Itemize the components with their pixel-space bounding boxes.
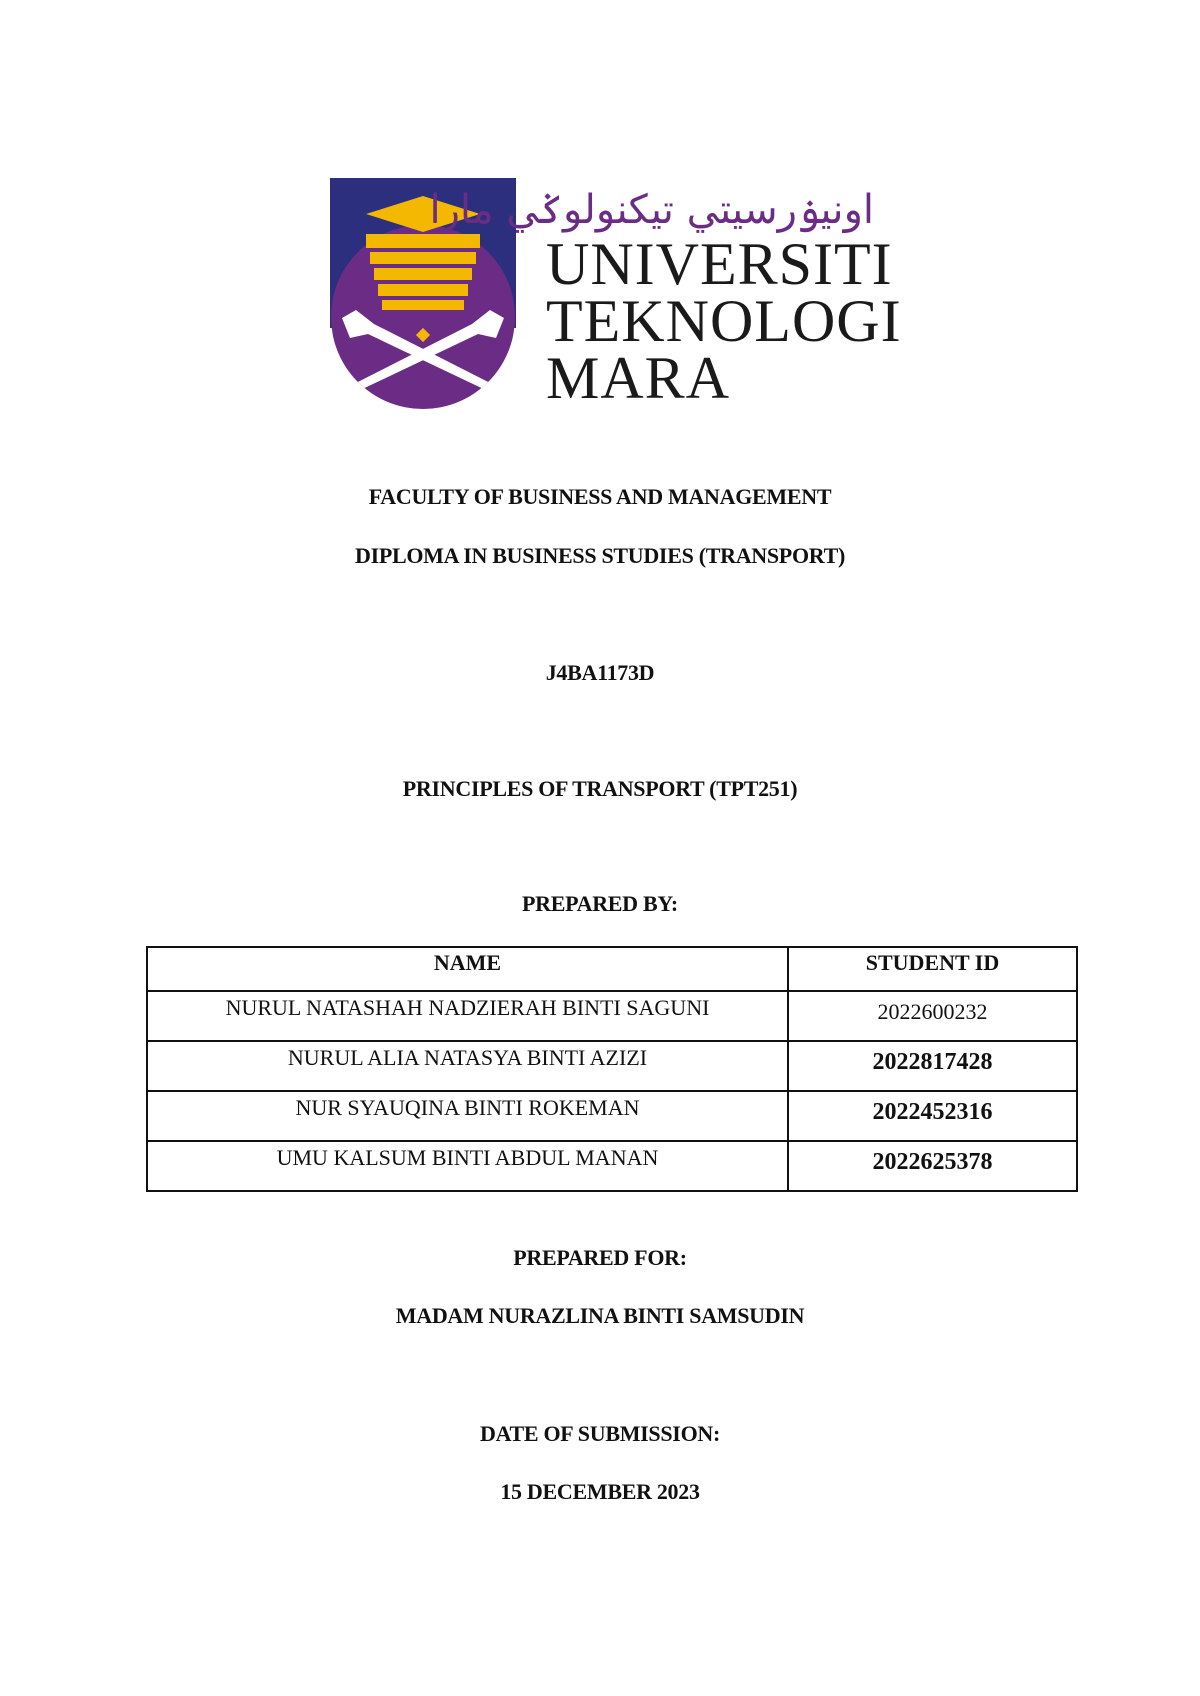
student-id: 2022625378 [788, 1141, 1077, 1191]
table-row [147, 991, 1077, 1041]
jawi-wordmark: اونيۏرسيتي تيكنولوݢي مارا [429, 187, 874, 233]
name-column-header: NAME [147, 947, 788, 991]
prepared-by-label: PREPARED BY: [522, 891, 678, 916]
university-wordmark [429, 178, 902, 411]
table-header-row [147, 947, 1077, 991]
university-logo [330, 178, 902, 413]
student-name: UMU KALSUM BINTI ABDUL MANAN [147, 1141, 788, 1191]
table-row [147, 1041, 1077, 1091]
submission-date: 15 DECEMBER 2023 [500, 1479, 700, 1504]
table-row [147, 1141, 1077, 1191]
subject-title: PRINCIPLES OF TRANSPORT (TPT251) [402, 776, 798, 801]
students-table [146, 946, 1078, 1192]
group-code: J4BA1173D [545, 660, 655, 685]
student-id-column-header: STUDENT ID [788, 947, 1077, 991]
lecturer-name: MADAM NURAZLINA BINTI SAMSUDIN [395, 1303, 805, 1328]
student-name: NUR SYAUQINA BINTI ROKEMAN [147, 1091, 788, 1141]
date-label: DATE OF SUBMISSION: [479, 1421, 720, 1446]
table-row [147, 1091, 1077, 1141]
student-id: 2022452316 [788, 1091, 1077, 1141]
wordmark-line-1: UNIVERSITI [546, 231, 893, 297]
wordmark-line-3: MARA [546, 345, 731, 411]
student-name: NURUL NATASHAH NADZIERAH BINTI SAGUNI [147, 991, 788, 1041]
student-name: NURUL ALIA NATASYA BINTI AZIZI [147, 1041, 788, 1091]
diploma-title: DIPLOMA IN BUSINESS STUDIES (TRANSPORT) [355, 543, 845, 568]
student-id: 2022600232 [788, 991, 1077, 1041]
student-id: 2022817428 [788, 1041, 1077, 1091]
faculty-title: FACULTY OF BUSINESS AND MANAGEMENT [368, 484, 832, 509]
wordmark-line-2: TEKNOLOGI [546, 288, 902, 354]
prepared-for-label: PREPARED FOR: [513, 1245, 687, 1270]
